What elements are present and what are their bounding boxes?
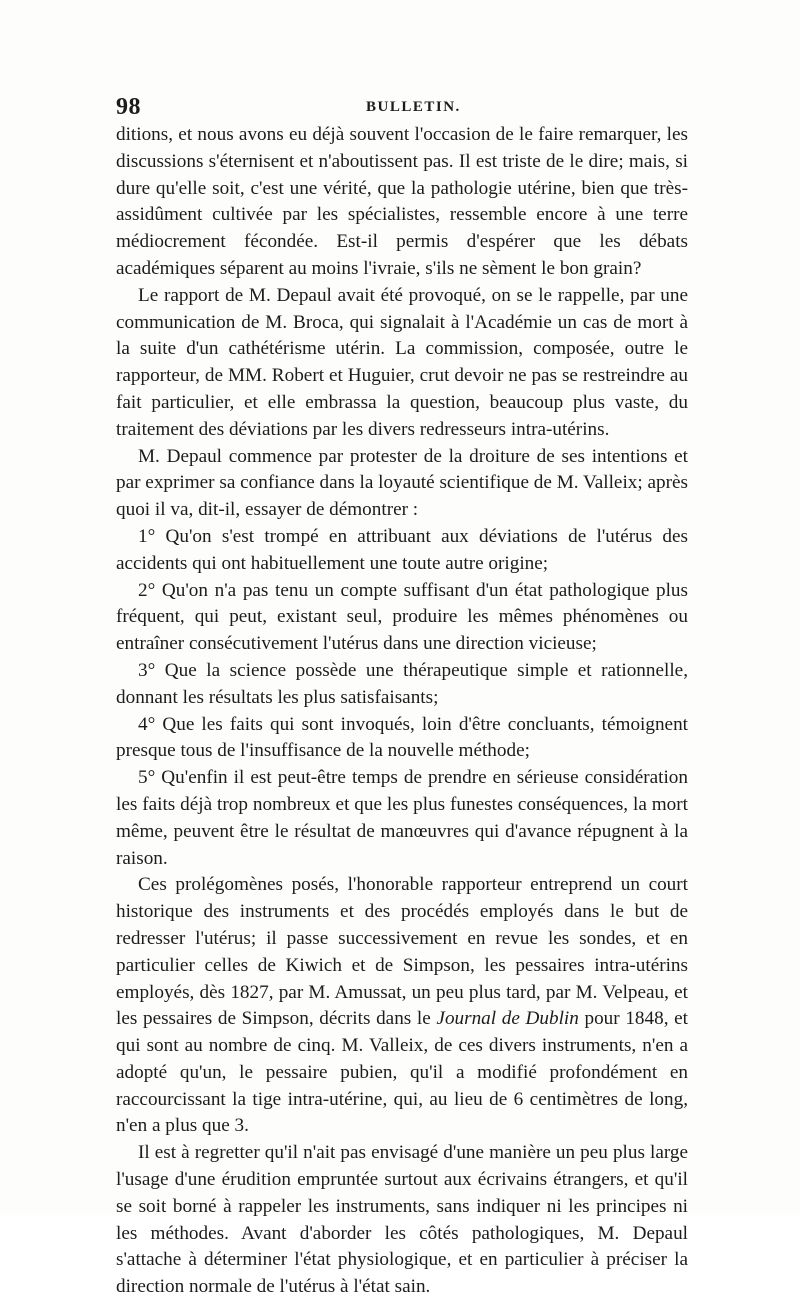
running-title: BULLETIN.: [366, 99, 461, 115]
page-number: 98: [116, 94, 141, 120]
body-text: [116, 122, 688, 1301]
paragraph-rapport: Le rapport de M. Depaul avait été provoqué, on se le rappelle, par une communication de M. Broca, qui signalait à l'Académie un cas de mort à la suite d'un cathétérisme utérin. La commission, composée, outre le rapporteur, de MM. Robert et Huguier, crut devoir ne pas se restreindre au fait particulier, et elle embrassa la question, beaucoup plus vaste, du traitement des déviations par les divers redresseurs intra-utérins.: [116, 284, 688, 440]
page-header: [116, 94, 688, 124]
historique-text-part-1: Ces prolégomènes posés, l'honorable rapporteur entreprend un court historique des instruments et des procédés employés dans le but de redresser l'utérus; il passe successivement en revue les sondes, et en particulier celles de Kiwich et de Simpson, les pessaires intra-utérins employés, dès 1827, par M. Amussat, un peu plus tard, par M. Velpeau, et les pessaires de Simpson, décrits dans le: [116, 874, 688, 1030]
paragraph-historique: [116, 872, 688, 1140]
historique-text-part-2: pour 1848, et qui sont au nombre de cinq. M. Valleix, de ces divers instruments, n'en a adopté qu'un, le pessaire pubien, qu'il a modifié profondément en raccourcissant la tige intra-utérine, qui, au lieu de 6 centimètres de long, n'en a plus que 3.: [116, 1008, 688, 1137]
list-item-point-5: 5° Qu'enfin il est peut-être temps de prendre en sérieuse considération les faits déjà trop nombreux et que les plus funestes conséquences, la mort même, peuvent être le résultat de manœuvres qui d'avance répugnent à la raison.: [116, 767, 688, 869]
journal-title: Journal de Dublin: [436, 1008, 579, 1030]
paragraph-protest: M. Depaul commence par protester de la droiture de ses intentions et par exprimer sa confiance dans la loyauté scientifique de M. Valleix; après quoi il va, dit-il, essayer de démontrer :: [116, 445, 688, 521]
paragraph-continuation: ditions, et nous avons eu déjà souvent l'occasion de le faire remarquer, les discussions s'éternisent et n'aboutissent pas. Il est triste de le dire; mais, si dure qu'elle soit, c'est une vérité, que la pathologie utérine, bien que très-assidûment cultivée par les spécialistes, ressemble encore à une terre médiocrement fécondée. Est-il permis d'espérer que les débats académiques séparent au moins l'ivraie, s'ils ne sèment le bon grain?: [116, 124, 688, 279]
paragraph-regret: Il est à regretter qu'il n'ait pas envisagé d'une manière un peu plus large l'usage d'une érudition empruntée surtout aux écrivains étrangers, et qu'il se soit borné à rappeler les instruments, sans indiquer ni les principes ni les méthodes. Avant d'aborder les côtés pathologiques, M. Depaul s'attache à déterminer l'état physiologique, et en particulier à préciser la direction normale de l'utérus à l'état sain.: [116, 1142, 688, 1298]
list-item-point-3: 3° Que la science possède une thérapeutique simple et rationnelle, donnant les résultats les plus satisfaisants;: [116, 659, 688, 708]
list-item-point-1: 1° Qu'on s'est trompé en attribuant aux déviations de l'utérus des accidents qui ont habituellement une toute autre origine;: [116, 525, 688, 574]
list-item-point-4: 4° Que les faits qui sont invoqués, loin d'être concluants, témoignent presque tous de l'insuffisance de la nouvelle méthode;: [116, 713, 688, 762]
list-item-point-2: 2° Qu'on n'a pas tenu un compte suffisant d'un état pathologique plus fréquent, qui peut, existant seul, produire les mêmes phénomènes ou entraîner consécutivement l'utérus dans une direction vicieuse;: [116, 579, 688, 655]
